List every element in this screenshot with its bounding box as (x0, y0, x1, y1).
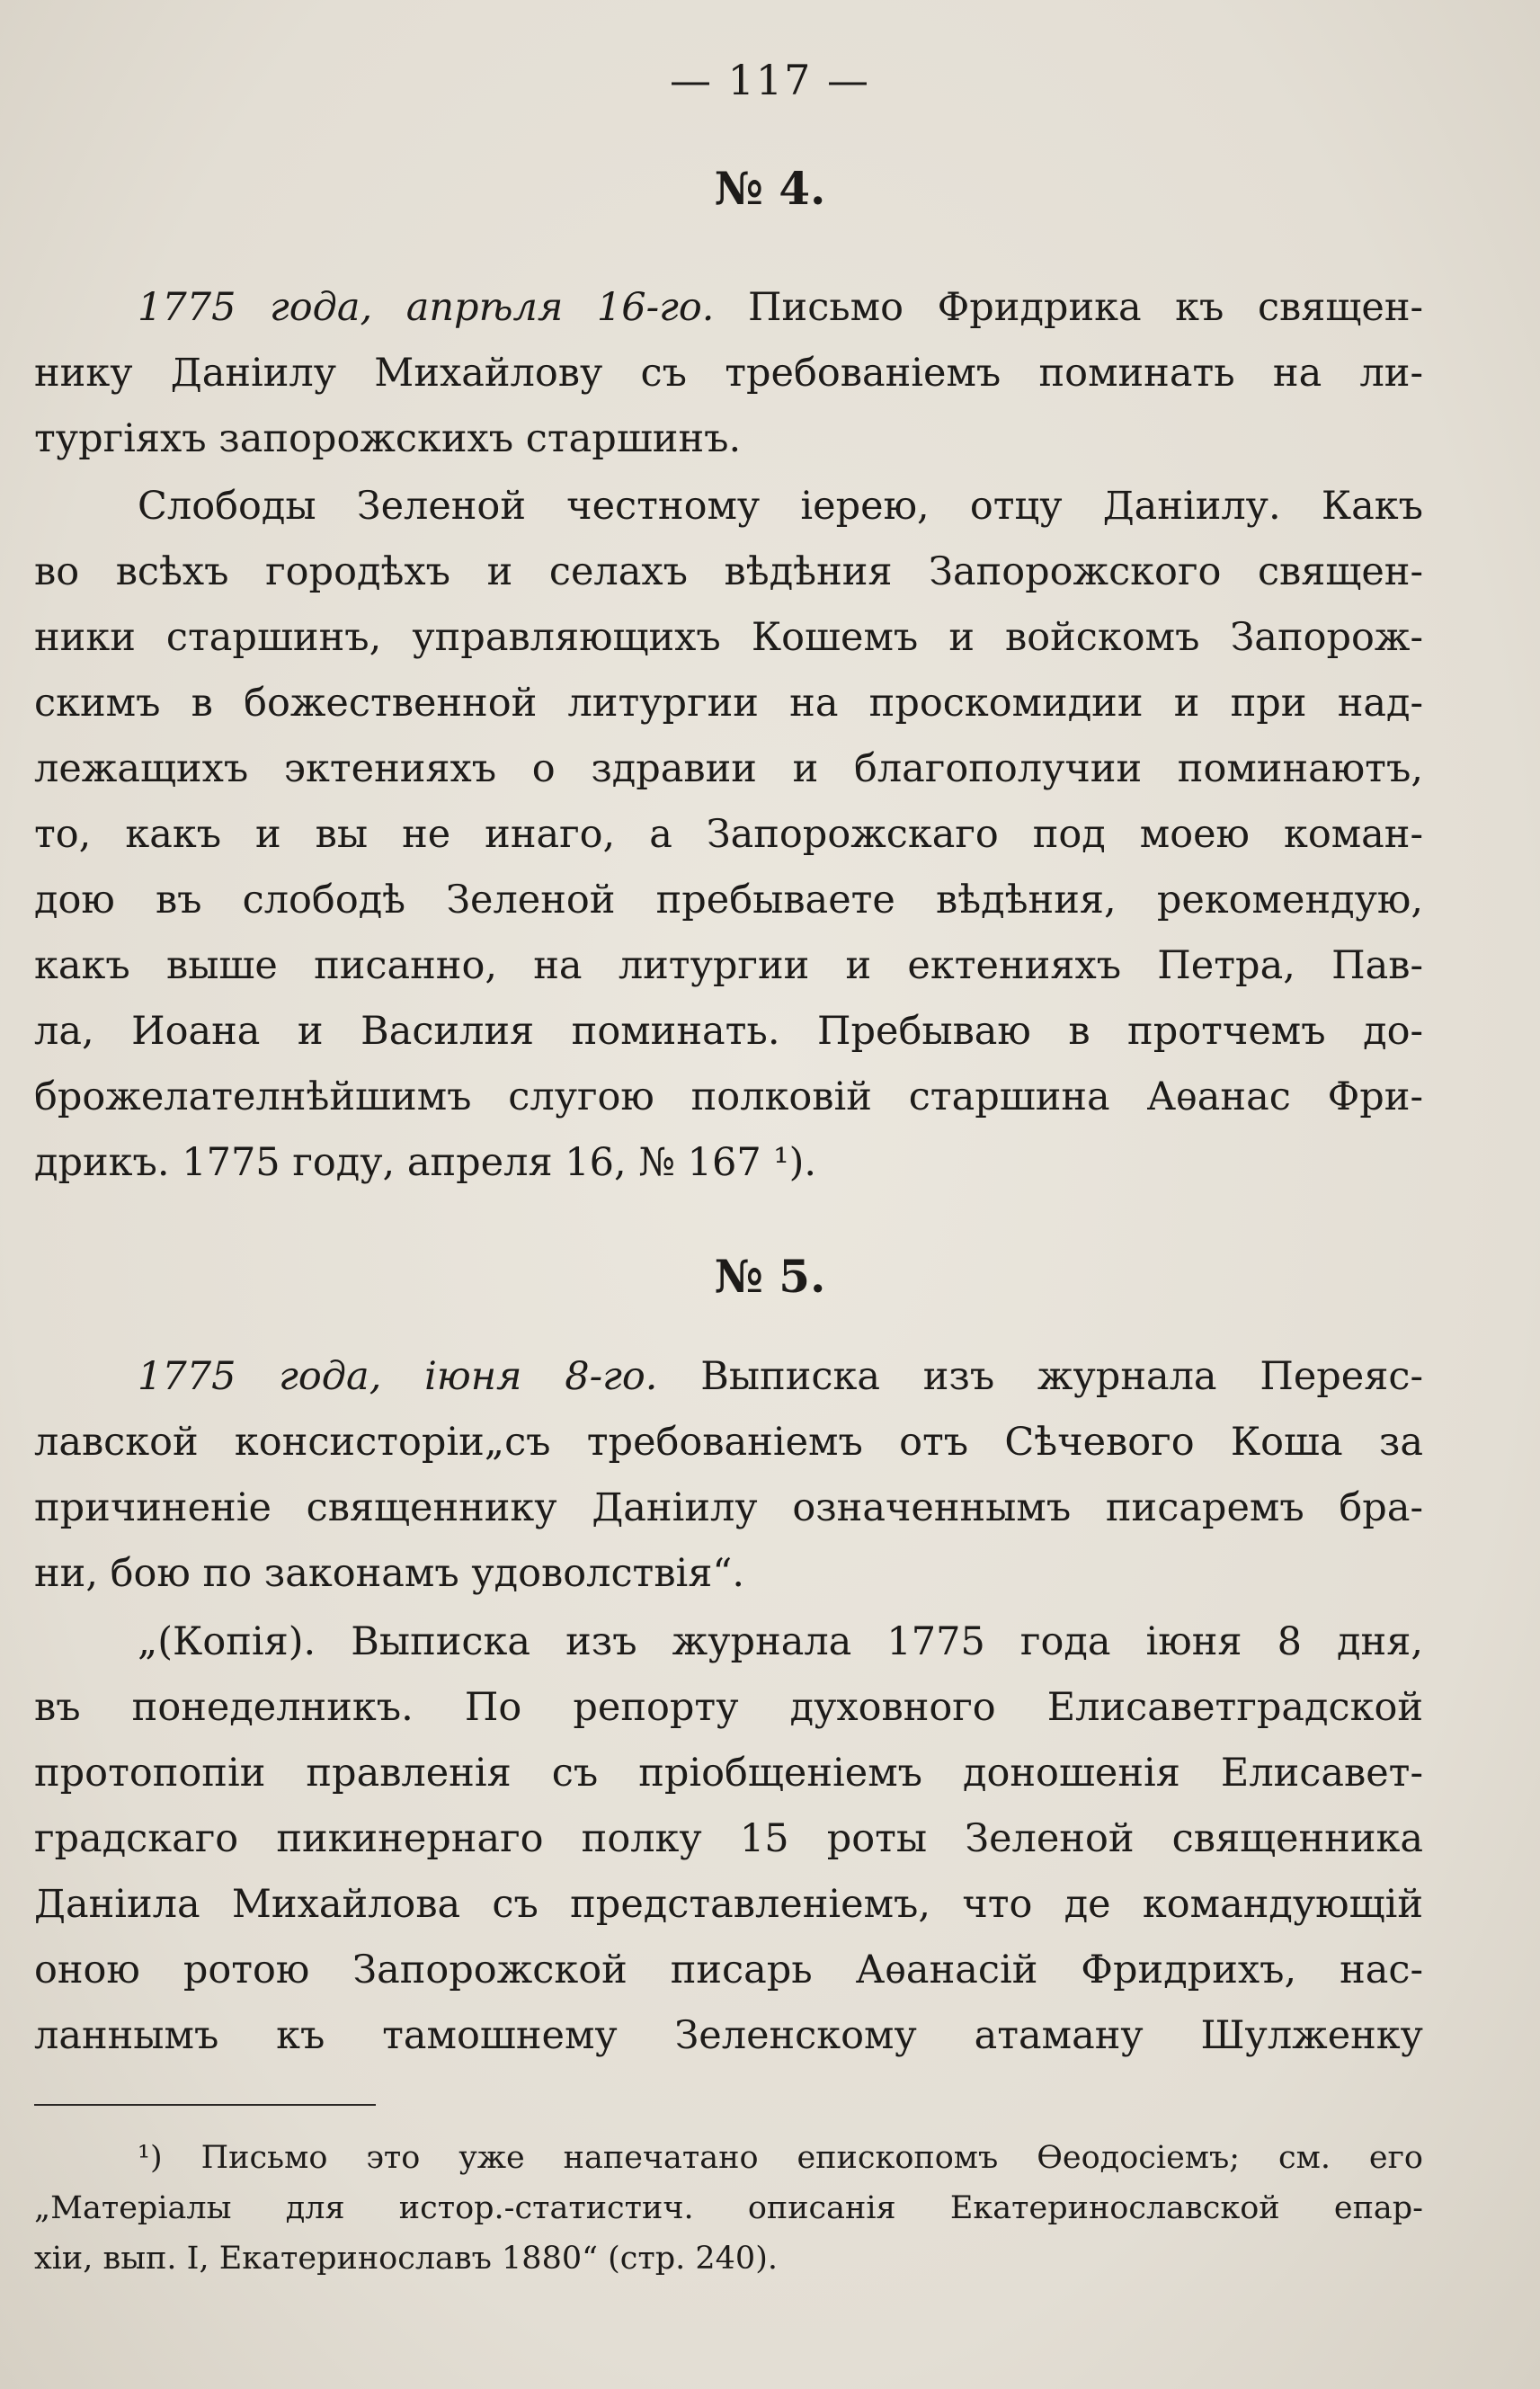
heading-text: Выписка изъ журнала Переяс- (700, 1354, 1423, 1399)
page-number: — 117 — (669, 56, 871, 104)
heading-line: лавской консисторiи„съ требованiемъ отъ Сѣчевого Коша за (34, 1420, 1423, 1465)
heading-line (34, 1344, 1423, 1410)
body-line: въ понеделникъ. По репорту духовного Елисаветградской (34, 1685, 1423, 1730)
document-4-body (34, 474, 1423, 1196)
body-line: Слободы Зеленой честному iерею, отцу Данiилу. Какъ (138, 484, 1423, 529)
heading-line: нику Данiилу Михайлову съ требованiемъ поминать на ли- (34, 351, 1423, 396)
footnote-line: ¹) Письмо это уже напечатано епископомъ Ѳеодосiемъ; см. его (138, 2140, 1423, 2176)
body-line: ники старшинъ, управляющихъ Кошемъ и войскомъ Запорож- (34, 615, 1423, 660)
body-line: во всѣхъ городѣхъ и селахъ вѣдѣния Запорожского священ- (34, 549, 1423, 594)
heading-date: 1775 года, iюня 8-го. (138, 1354, 658, 1399)
body-line: „(Копiя). Выписка изъ журнала 1775 года iюня 8 дня, (138, 1619, 1423, 1664)
heading-line: ни, бою по законамъ удоволствiя“. (34, 1551, 745, 1596)
body-line: лежащихъ эктенияхъ о здравии и благополучии поминаютъ, (34, 746, 1423, 791)
heading-line (34, 275, 1423, 341)
heading-text: Письмо Фридрика къ священ- (748, 285, 1424, 330)
footnote (34, 2133, 1423, 2284)
document-4-heading (34, 275, 1423, 472)
heading-line: причиненiе священнику Данiилу означеннымъ писаремъ бра- (34, 1485, 1423, 1530)
document-number-5: № 5. (714, 1250, 826, 1303)
heading-date: 1775 года, апрѣля 16-го. (138, 285, 715, 330)
body-line: Данiила Михайлова съ представленiемъ, что де командующiй (34, 1882, 1423, 1927)
footnote-line: „Матерiалы для истор.-статистич. описанiя Екатеринославской епар- (34, 2190, 1423, 2226)
document-5-body (34, 1609, 1423, 2069)
body-line: брожелателнѣйшимъ слугою полковiй старшина Аѳанас Фри- (34, 1074, 1423, 1119)
footnote-divider (34, 2104, 376, 2106)
body-line: скимъ в божественной литургии на проскомидии и при над- (34, 681, 1423, 726)
footnote-line: хiи, вып. I, Екатеринославъ 1880“ (стр. 240). (34, 2241, 778, 2277)
body-line: протопопiи правленiя съ прiобщенiемъ доношенiя Елисавет- (34, 1751, 1423, 1796)
body-line: оною ротою Запорожской писарь Аѳанасiй Фридрихъ, нас- (34, 1948, 1423, 1992)
document-number-4: № 4. (714, 162, 826, 215)
body-line: ла, Иоана и Василия поминать. Пребываю в протчемъ до- (34, 1009, 1423, 1054)
body-line: дрикъ. 1775 году, апреля 16, № 167 ¹). (34, 1140, 817, 1185)
body-line: дою въ слободѣ Зеленой пребываете вѣдѣния, рекомендую, (34, 878, 1423, 923)
body-line: какъ выше писанно, на литургии и ектенияхъ Петра, Пав- (34, 943, 1423, 988)
body-line: градскаго пикинернаго полку 15 роты Зеленой священника (34, 1816, 1423, 1861)
heading-line: тургiяхъ запорожскихъ старшинъ. (34, 416, 742, 461)
body-line: ланнымъ къ тамошнему Зеленскому атаману Шулженку (34, 2013, 1423, 2058)
document-5-heading (34, 1344, 1423, 1607)
body-line: то, какъ и вы не инаго, а Запорожскаго под моею коман- (34, 812, 1423, 857)
